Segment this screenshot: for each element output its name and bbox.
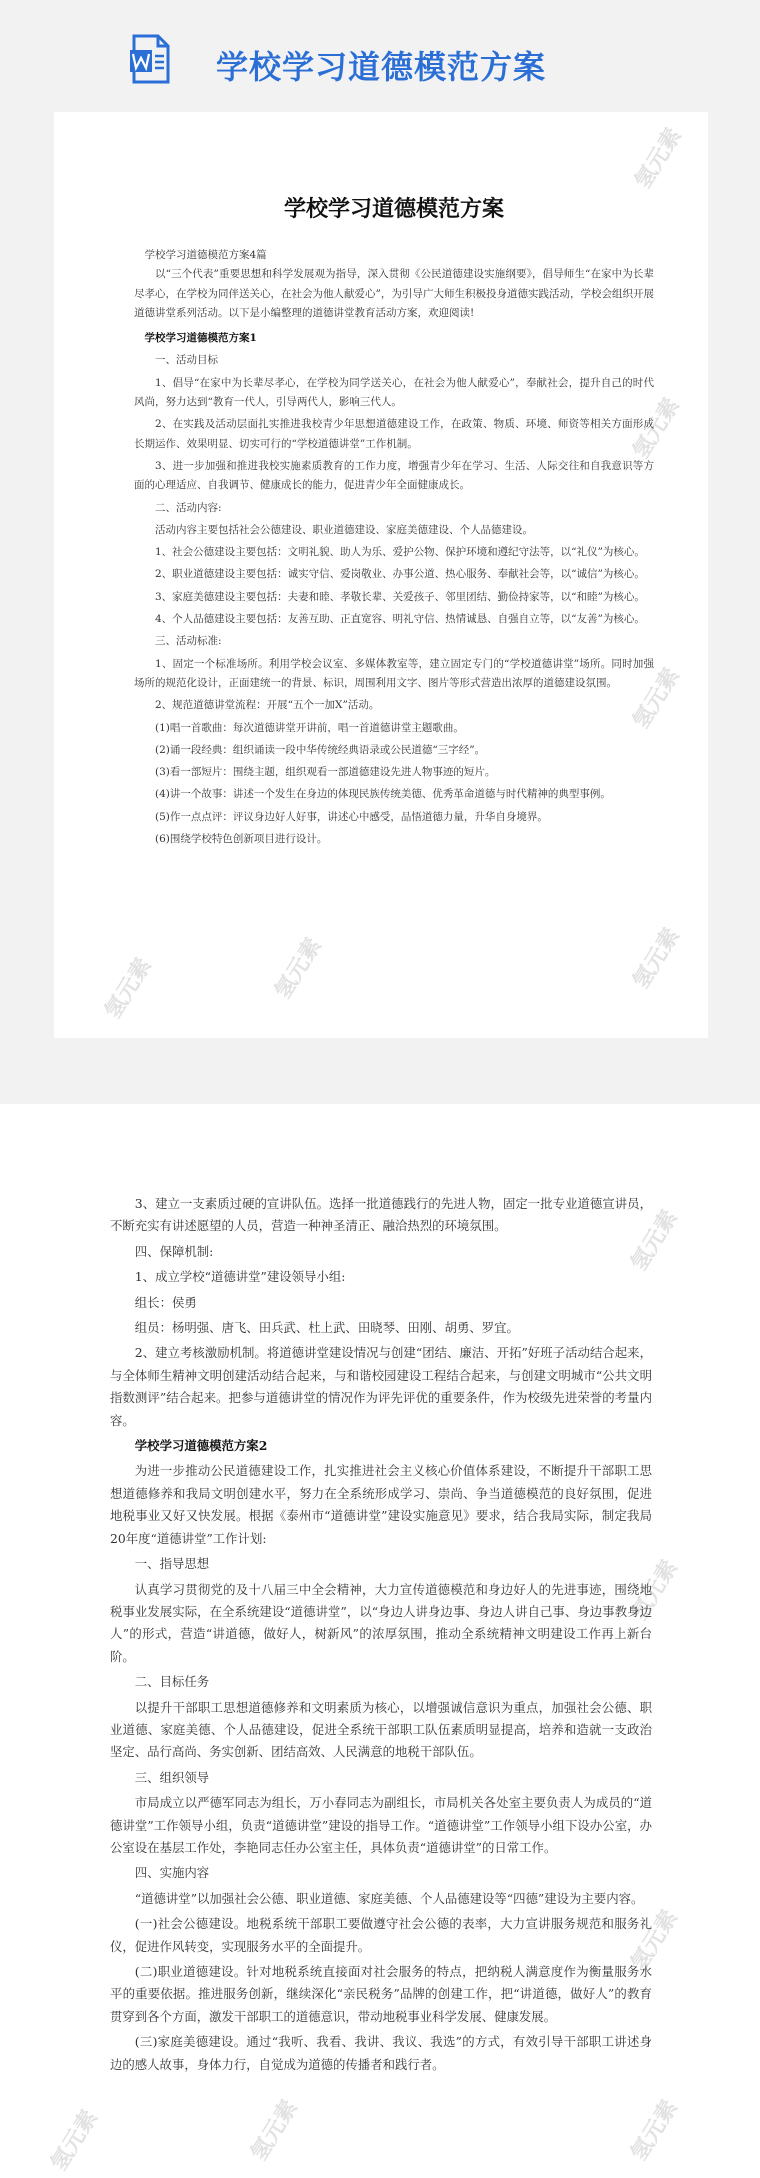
watermark: 氢元素 xyxy=(46,2105,103,2176)
paragraph: (4)讲一个故事：讲述一个发生在身边的体现民族传统美德、优秀革命道德与时代精神的典型事例。 xyxy=(155,788,611,801)
paragraph: (2)诵一段经典：组织诵读一段中华传统经典语录或公民道德“三字经”。 xyxy=(155,743,486,756)
paragraph: 3、家庭美德建设主要包括：夫妻和睦、孝敬长辈、关爱孩子、邻里团结、勤俭持家等，以“和睦”为核心。 xyxy=(155,590,645,603)
watermark: 氢元素 xyxy=(628,393,685,464)
paragraph: 1、固定一个标准场所。利用学校会议室、多媒体教室等，建立固定专门的“学校道德讲堂”场所。同时加强场所的规范化设计，正面建统一的背景、标识，周围利用文字、图片等形式营造出浓厚的道德建设氛围。 xyxy=(134,657,654,689)
paragraph: (三)家庭美德建设。通过“我听、我看、我讲、我议、我选”的方式，有效引导干部职工讲述身边的感人故事，身体力行，自觉成为道德的传播者和践行者。 xyxy=(110,2034,652,2072)
watermark: 氢元素 xyxy=(626,1905,683,1976)
paragraph: (一)社会公德建设。地税系统干部职工要做遵守社会公德的表率，大力宣讲服务规范和服务礼仪，促进作风转变，实现服务水平的全面提升。 xyxy=(110,1916,652,1954)
paragraph: 三、活动标准: xyxy=(155,635,222,648)
paragraph: 四、保障机制: xyxy=(134,1243,214,1259)
paragraph: 4、个人品德建设主要包括：友善互助、正直宽容、明礼守信、热情诚恳、自强自立等，以“友善”为核心。 xyxy=(155,613,645,626)
paragraph: 为进一步推动公民道德建设工作，扎实推进社会主义核心价值体系建设，不断提升干部职工思想道德修养和我局文明创建水平，努力在全系统形成学习、崇尚、争当道德模范的良好氛围，促进地税事业又好又快发展。根据《泰州市“道德讲堂”建设实施意见》要求，结合我局实际，制定我局20年度“道德讲堂”工作计划: xyxy=(110,1463,652,1546)
paragraph: 1、社会公德建设主要包括：文明礼貌、助人为乐、爱护公物、保护环境和遵纪守法等，以“礼仪”为核心。 xyxy=(155,546,645,559)
section-heading: 学校学习道德模范方案1 xyxy=(144,332,257,345)
section-heading: 学校学习道德模范方案2 xyxy=(134,1438,268,1454)
paragraph: 二、目标任务 xyxy=(134,1674,210,1690)
watermark: 氢元素 xyxy=(100,953,157,1024)
watermark: 氢元素 xyxy=(628,663,685,734)
paragraph: 三、组织领导 xyxy=(134,1769,210,1785)
paragraph: 3、建立一支素质过硬的宣讲队伍。选择一批道德践行的先进人物，固定一批专业道德宣讲员，不断充实有讲述愿望的人员，营造一种神圣清正、融洽热烈的环境氛围。 xyxy=(110,1196,652,1234)
page-1-text xyxy=(134,194,654,849)
paragraph: 2、规范道德讲堂流程：开展“五个一加X”活动。 xyxy=(155,699,380,712)
paragraph: 组长：侯勇 xyxy=(134,1294,197,1310)
paragraph: 3、进一步加强和推进我校实施素质教育的工作力度，增强青少年在学习、生活、人际交往和自我意识等方面的心理适应、自我调节、健康成长的能力，促进青少年全面健康成长。 xyxy=(134,459,654,492)
paragraph: 2、职业道德建设主要包括：诚实守信、爱岗敬业、办事公道、热心服务、奉献社会等，以“诚信”为核心。 xyxy=(155,568,645,581)
paragraph: 活动内容主要包括社会公德建设、职业道德建设、家庭美德建设、个人品德建设。 xyxy=(155,523,533,536)
paragraph: 以提升干部职工思想道德修养和文明素质为核心，以增强诚信意识为重点，加强社会公德、职业道德、家庭美德、个人品德建设，促进全系统干部职工队伍素质明显提高，培养和造就一支政治坚定、品行高尚、务实创新、团结高效、人民满意的地税干部队伍。 xyxy=(110,1699,652,1760)
paragraph: 1、成立学校“道德讲堂”建设领导小组: xyxy=(134,1269,346,1285)
paragraph: “道德讲堂”以加强社会公德、职业道德、家庭美德、个人品德建设等“四德”建设为主要内容。 xyxy=(134,1890,644,1906)
paragraph: 一、活动目标 xyxy=(155,354,218,367)
intro-count: 学校学习道德模范方案4篇 xyxy=(144,249,267,261)
watermark: 氢元素 xyxy=(630,123,687,194)
banner-title: 学校学习道德模范方案 xyxy=(216,48,547,86)
paragraph: 2、在实践及活动层面扎实推进我校青少年思想道德建设工作，在政策、物质、环境、师资等相关方面形成长期运作、效果明显、切实可行的“学校道德讲堂”工作机制。 xyxy=(134,418,654,450)
paragraph: (1)唱一首歌曲：每次道德讲堂开讲前，唱一首道德讲堂主题歌曲。 xyxy=(155,721,464,734)
paragraph: (6)围绕学校特色创新项目进行设计。 xyxy=(155,833,328,846)
paragraph: 一、指导思想 xyxy=(134,1556,210,1572)
paragraph: 认真学习贯彻党的及十八届三中全会精神，大力宣传道德模范和身边好人的先进事迹，围绕地税事业发展实际，在全系统建设“道德讲堂”，以“身边人讲身边事、身边人讲自己事、身边事教身边人”的形式，营造“讲道德，做好人，树新风”的浓厚氛围，推动全系统精神文明建设工作再上新台阶。 xyxy=(110,1581,652,1664)
document-page-1 xyxy=(54,112,708,1038)
paragraph: 组员：杨明强、唐飞、田兵武、杜上武、田晓琴、田刚、胡勇、罗宜。 xyxy=(134,1320,519,1336)
watermark: 氢元素 xyxy=(626,1205,683,1276)
watermark: 氢元素 xyxy=(626,2095,683,2166)
intro-paragraph: 以“三个代表”重要思想和科学发展观为指导，深入贯彻《公民道德建设实施纲要》，倡导师生“在家中为长辈尽孝心，在学校为同伴送关心，在社会为他人献爱心”，为引导广大师生积极投身道德实践活动，学校会组织开展道德讲堂系列活动。以下是小编整理的道德讲堂教育活动方案，欢迎阅读! xyxy=(134,268,654,319)
document-page-2 xyxy=(0,1104,760,2178)
paragraph: 市局成立以严德军同志为组长，万小春同志为副组长，市局机关各处室主要负责人为成员的“道德讲堂”工作领导小组，负责“道德讲堂”建设的指导工作。“道德讲堂”工作领导小组下设办公室，办公室设在基层工作处，李艳同志任办公室主任，具体负责“道德讲堂”的日常工作。 xyxy=(110,1795,652,1855)
paragraph: 2、建立考核激励机制。将道德讲堂建设情况与创建“团结、廉洁、开拓”好班子活动结合起来，与全体师生精神文明创建活动结合起来，与和谐校园建设工程结合起来，与创建文明城市“公共文明指数测评”结合起来。把参与道德讲堂的情况作为评先评优的重要条件，作为校级先进荣誉的考量内容。 xyxy=(110,1345,652,1428)
paragraph: 二、活动内容: xyxy=(155,501,222,514)
paragraph: (5)作一点点评：评议身边好人好事，讲述心中感受，品悟道德力量，升华自身境界。 xyxy=(155,810,548,823)
banner xyxy=(0,0,760,112)
word-document-icon xyxy=(130,34,170,84)
watermark: 氢元素 xyxy=(246,2095,303,2166)
watermark: 氢元素 xyxy=(628,923,685,994)
paragraph: 1、倡导“在家中为长辈尽孝心，在学校为同学送关心，在社会为他人献爱心”，奉献社会，提升自己的时代风尚，努力达到“教育一代人，引导两代人，影响三代人。 xyxy=(134,376,654,409)
watermark: 氢元素 xyxy=(626,1555,683,1626)
paragraph: (3)看一部短片：围绕主题，组织观看一部道德建设先进人物事迹的短片。 xyxy=(155,766,496,779)
watermark: 氢元素 xyxy=(270,933,327,1004)
paragraph: (二)职业道德建设。针对地税系统直接面对社会服务的特点，把纳税人满意度作为衡量服务水平的重要依据。推进服务创新，继续深化“亲民税务”品牌的创建工作，把“讲道德，做好人”的教育贯穿到各个方面，激发干部职工的道德意识，带动地税事业科学发展、健康发展。 xyxy=(110,1964,652,2024)
page-2-text xyxy=(110,1190,652,2076)
document-title: 学校学习道德模范方案 xyxy=(283,196,504,222)
paragraph: 四、实施内容 xyxy=(134,1865,210,1881)
